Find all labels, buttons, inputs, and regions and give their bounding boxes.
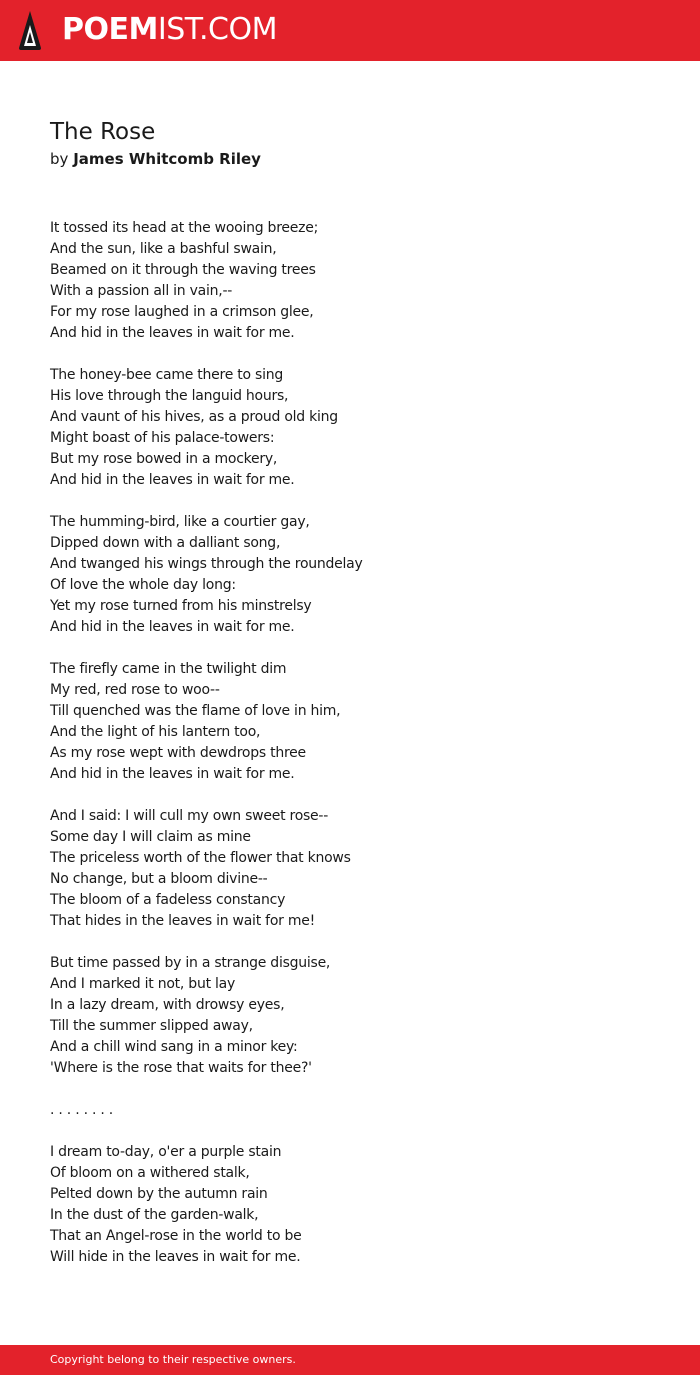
- poem-line: And hid in the leaves in wait for me.: [50, 619, 295, 635]
- poem-line: And vaunt of his hives, as a proud old king: [50, 409, 338, 425]
- poem-line: And I marked it not, but lay: [50, 976, 236, 992]
- poem-line: For my rose laughed in a crimson glee,: [50, 304, 314, 320]
- site-header: [0, 0, 700, 61]
- poem-line: Dipped down with a dalliant song,: [50, 535, 281, 551]
- poem-line: It tossed its head at the wooing breeze;: [50, 220, 319, 236]
- poem-line: Might boast of his palace-towers:: [50, 430, 275, 446]
- poem-line: And the sun, like a bashful swain,: [50, 241, 277, 257]
- poem-line: The bloom of a fadeless constancy: [50, 892, 286, 908]
- poem-line: And a chill wind sang in a minor key:: [50, 1039, 298, 1055]
- poem-line: And hid in the leaves in wait for me.: [50, 766, 295, 782]
- poem-line: As my rose wept with dewdrops three: [50, 745, 306, 761]
- copyright-text: Copyright belong to their respective owners.: [50, 1353, 296, 1366]
- poem-line: And hid in the leaves in wait for me.: [50, 325, 295, 341]
- poem-line: No change, but a bloom divine--: [50, 871, 268, 887]
- poem-line: My red, red rose to woo--: [50, 682, 220, 698]
- stanza: [50, 512, 650, 638]
- poem-line: The priceless worth of the flower that knows: [50, 850, 351, 866]
- poem-line: Beamed on it through the waving trees: [50, 262, 316, 278]
- poem-line: Of bloom on a withered stalk,: [50, 1165, 250, 1181]
- poem-line: But my rose bowed in a mockery,: [50, 451, 278, 467]
- poem-line: The humming-bird, like a courtier gay,: [50, 514, 310, 530]
- poem-line: Will hide in the leaves in wait for me.: [50, 1249, 301, 1265]
- stanza: [50, 365, 650, 491]
- by-label: by: [50, 150, 69, 168]
- stanza: [50, 953, 650, 1079]
- poem-byline: [50, 148, 261, 170]
- poem-line: His love through the languid hours,: [50, 388, 289, 404]
- pen-nib-logo-icon[interactable]: [18, 10, 42, 51]
- logo-light-text: IST.COM: [157, 12, 277, 47]
- stanza-separator: . . . . . . . .: [50, 1102, 114, 1118]
- poem-line: That hides in the leaves in wait for me!: [50, 913, 315, 929]
- poem-line: Some day I will claim as mine: [50, 829, 251, 845]
- poem-line: And I said: I will cull my own sweet rose--: [50, 808, 329, 824]
- site-footer: [0, 1345, 700, 1375]
- poem-line: In the dust of the garden-walk,: [50, 1207, 259, 1223]
- stanza: [50, 806, 650, 932]
- poem-line: And the light of his lantern too,: [50, 724, 261, 740]
- poem-line: And twanged his wings through the roundelay: [50, 556, 363, 572]
- final-stanza: [50, 1142, 650, 1268]
- poem-line: And hid in the leaves in wait for me.: [50, 472, 295, 488]
- site-logo[interactable]: [62, 12, 277, 48]
- poem-line: Yet my rose turned from his minstrelsy: [50, 598, 312, 614]
- poem-line: Pelted down by the autumn rain: [50, 1186, 268, 1202]
- poem-line: But time passed by in a strange disguise,: [50, 955, 331, 971]
- stanza: [50, 659, 650, 785]
- poem-line: Till the summer slipped away,: [50, 1018, 253, 1034]
- author-name: James Whitcomb Riley: [73, 150, 261, 168]
- poem-line: Till quenched was the flame of love in him,: [50, 703, 341, 719]
- stanza: [50, 218, 650, 344]
- poem-line: Of love the whole day long:: [50, 577, 236, 593]
- poem-title: The Rose: [50, 119, 156, 145]
- poem-line: The honey-bee came there to sing: [50, 367, 283, 383]
- logo-strong-text: POEM: [62, 12, 158, 47]
- poem-line: I dream to-day, o'er a purple stain: [50, 1144, 282, 1160]
- poem-line: 'Where is the rose that waits for thee?': [50, 1060, 312, 1076]
- poem-body: [50, 218, 650, 1289]
- poem-line: The firefly came in the twilight dim: [50, 661, 287, 677]
- poem-line: With a passion all in vain,--: [50, 283, 233, 299]
- poem-line: In a lazy dream, with drowsy eyes,: [50, 997, 285, 1013]
- poem-line: That an Angel-rose in the world to be: [50, 1228, 302, 1244]
